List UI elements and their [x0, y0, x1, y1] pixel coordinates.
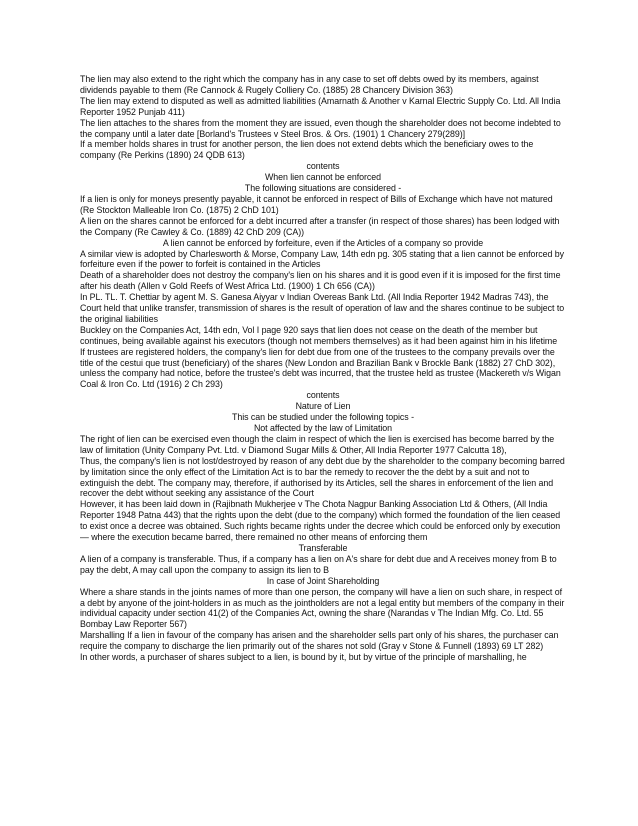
paragraph-lien-attaches: The lien attaches to the shares from the moment they are issued, even though the shareholder does not become indebted to the company until a later date [Borland's Trustees v Steel Bros. & Ors. (1901) 1 Chancery 279(289)]: [80, 117, 561, 139]
paragraph-rajibnath: However, it has been laid down in (Rajibnath Mukherjee v The Chota Nagpur Banking Association Ltd & Others, (All India Reporter 1948 Patna 443) that the rights upon the debt (due to the company) which formed the foundation of the lien ceased to exist once a decree was obtained. Such rights became rights under the decree which could be enforced only by execution — where the execution became barred, there remained no other means of enforcing them: [80, 499, 561, 543]
paragraph-bills-of-exchange: If a lien is only for moneys presently payable, it cannot be enforced in respect of Bills of Exchange which have not matured (Re Stockton Malleable Iron Co. (1875) 2 ChD 101): [80, 193, 553, 215]
heading-joint-shareholding: In case of Joint Shareholding: [266, 575, 380, 586]
subheading-situations: The following situations are considered -: [244, 183, 402, 194]
paragraph-death-of-shareholder: Death of a shareholder does not destroy the company's lien on his shares and it is good even if it is imposed for the first time after his death (Allen v Gold Reefs of West Africa Ltd. (1900) 1 Ch 656 (CA)): [80, 270, 561, 292]
paragraph-right-of-lien: The right of lien can be exercised even though the claim in respect of which the lien is exercised has become barred by the law of limitation (Unity Company Pvt. Ltd. v Diamond Sugar Mills & Other, All India Reporter 1977 Calcutta 18),: [80, 433, 555, 455]
heading-limitation: Not affected by the law of Limitation: [253, 423, 393, 433]
paragraph-shares-in-trust: If a member holds shares in trust for another person, the lien does not extend debts which the beneficiary owes to the company (Re Perkins (1890) 24 QDB 613): [80, 139, 534, 161]
paragraph-disputed-liabilities: The lien may extend to disputed as well as admitted liabilities (Amarnath & Another v Karnal Electric Supply Co. Ltd. All India Reporter 1952 Punjab 411): [80, 95, 561, 117]
heading-transferable: Transferable: [298, 542, 348, 553]
subheading-topics: This can be studied under the following topics -: [232, 412, 414, 423]
paragraph-marshalling: Marshalling If a lien in favour of the company has arisen and the shareholder sells part only of his shares, the purchaser can require the company to discharge the lien primarily out of the shares not sold (Gray v Stone & Funnell (1893) 69 LT 282): [80, 630, 559, 652]
heading-nature-of-lien: Nature of Lien: [295, 401, 351, 412]
paragraph-lien-set-off: The lien may also extend to the right which the company has in any case to set off debts owed by its members, against dividends payable to them (Re Cannock & Rugely Colliery Co. (1885) 28 Chancery Division 363): [80, 74, 539, 95]
paragraph-limitation-act: Thus, the company's lien is not lost/destroyed by reason of any debt due by the shareholder to the company becoming barred by limitation since the only effect of the Limitation Act is to bar the remedy to recover the the debt by a suit and not to extinguish the debt. The company may, therefore, if authorised by its Articles, sell the shares in enforcement of the lien and recover the debt without seeking any assistance of the Court: [80, 455, 565, 499]
contents-link: contents: [306, 161, 340, 172]
paragraph-trustees: If trustees are registered holders, the company's lien for debt due from one of the trustees to the company prevails over the title of the cestui que trust (beneficiary) of the shares (New London and Brazilian Bank v Brockle Bank (1882) 27 ChD 302), unless the company had notice, before the trustee's debt was incurred, that the trustee held as trustee (Mackereth v/s Wigan Coal & Iron Co. Ltd (1916) 2 Ch 293): [80, 346, 561, 390]
heading-forfeiture: A lien cannot be enforced by forfeiture, even if the Articles of a company so provide: [162, 237, 484, 248]
document-page: [80, 74, 566, 663]
contents-link-2: contents: [306, 390, 340, 401]
paragraph-debt-after-transfer: A lien on the shares cannot be enforced for a debt incurred after a transfer (in respect of those shares) has been lodged with the Company (Re Cawley & Co. (1889) 42 ChD 209 (CA)): [80, 215, 560, 237]
paragraph-chettiar: In PL. TL. T. Chettiar by agent M. S. Ganesa Aiyyar v Indian Overeas Bank Ltd. (All India Reporter 1942 Madras 743), the Court held that unlike transfer, transmission of shares is the result of operation of law and the shares continue to be subject to the original liabilities: [80, 292, 565, 324]
paragraph-purchaser: In other words, a purchaser of shares subject to a lien, is bound by it, but by virtue of the principle of marshalling, he: [80, 652, 527, 663]
paragraph-joint-names: Where a share stands in the joints names of more than one person, the company will have a lien on such share, in respect of a debt by anyone of the joint-holders in as much as the jointholders are not a legal entity but members of the company in their individual capacity under section 41(2) of the Companies Act, owning the share (Narandas v The Indian Mfg. Co. Ltd. 55 Bombay Law Reporter 567): [80, 586, 565, 630]
paragraph-transferable: A lien of a company is transferable. Thus, if a company has a lien on A's share for debt due and A receives money from B to pay the debt, A may call upon the company to assign its lien to B: [80, 553, 557, 575]
paragraph-charlesworth: A similar view is adopted by Charlesworth & Morse, Company Law, 14th edn pg. 305 stating that a lien cannot be enforced by forfeiture even if the power to forfeit is contained in the Articles: [80, 248, 565, 270]
heading-when-lien-cannot-be-enforced: When lien cannot be enforced: [264, 172, 382, 183]
paragraph-buckley: Buckley on the Companies Act, 14th edn, Vol I page 920 says that lien does not cease on the death of the member but continues, being available against his executors (though not members themselves) as it had been against him in his lifetime: [80, 324, 558, 346]
